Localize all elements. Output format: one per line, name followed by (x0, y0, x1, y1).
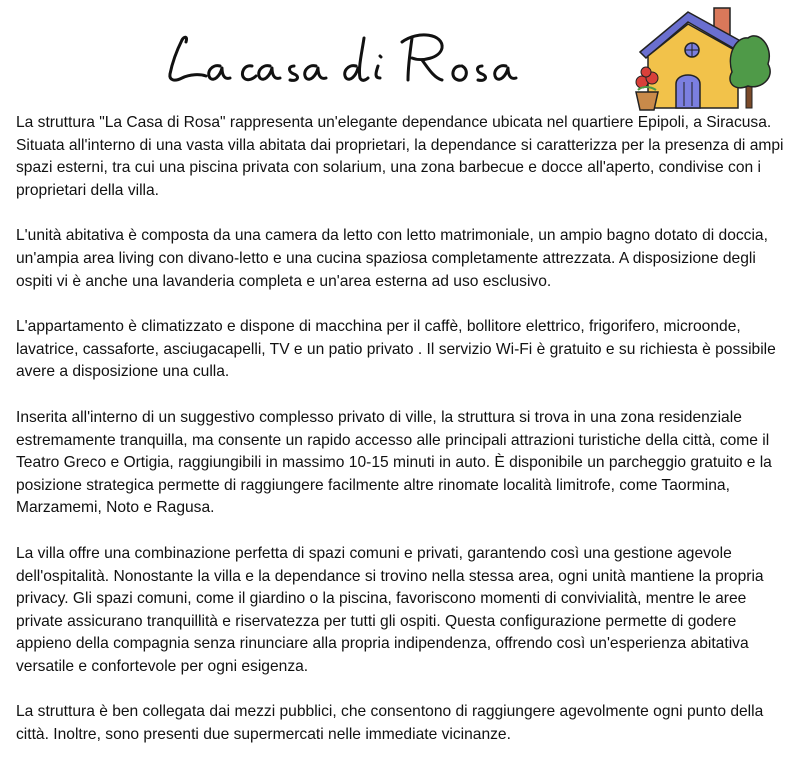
paragraph-intro: La struttura "La Casa di Rosa" rappresenta un'elegante dependance ubicata nel quartiere Epipoli, a Siracusa. Situata all'interno di una vasta villa abitata dai proprietari, la dependance si caratterizza per la presenza di ampi spazi esterni, tra cui una piscina privata con solarium, una zona barbecue e docce all'aperto, condivise con i proprietari della villa. (16, 114, 784, 199)
logo-wordmark (160, 8, 540, 98)
page-header (0, 0, 793, 112)
paragraph-unit: L'unità abitativa è composta da una camera da letto con letto matrimoniale, un ampio bagno dotato di doccia, un'ampia area living con divano-letto e una cucina spaziosa completamente attrezzata. A disposizione degli ospiti vi è anche una lavanderia completa e un'area esterna ad uso esclusivo. (16, 227, 768, 290)
house-illustration-icon (634, 2, 774, 114)
paragraph-location: Inserita all'interno di un suggestivo complesso privato di ville, la struttura si trova in una zona residenziale estremamente tranquilla, ma consente un rapido accesso alle principali attrazioni turistiche della città, come il Teatro Greco e Ortigia, raggiungibili in massimo 10-15 minuti in auto. È disponibile un parcheggio gratuito e la posizione strategica permette di raggiungere facilmente altre rinomate località limitrofe, come Taormina, Marzamemi, Noto e Ragusa. (16, 408, 772, 517)
paragraph-amenities: L'appartamento è climatizzato e dispone di macchina per il caffè, bollitore elettrico, frigorifero, microonde, lavatrice, cassaforte, asciugacapelli, TV e un patio privato . Il servizio Wi-Fi è gratuito e su richiesta è possibile avere a disposizione una culla. (16, 318, 776, 381)
description-text (16, 112, 788, 747)
paragraph-spaces: La villa offre una combinazione perfetta di spazi comuni e privati, garantendo così una gestione agevole dell'ospitalità. Nonostante la villa e la dependance si trovino nella stessa area, ogni unità mantiene la propria privacy. Gli spazi comuni, come il giardino o la piscina, favoriscono momenti di convivialità, mentre le aree private assicurano tranquillità e riservatezza per tutti gli ospiti. Questa configurazione permette di godere appieno della compagnia senza rinunciare alla propria indipendenza, offrendo così un'esperienza abitativa versatile e confortevole per ogni esigenza. (16, 544, 764, 675)
paragraph-transport: La struttura è ben collegata dai mezzi pubblici, che consentono di raggiungere agevolmente ogni punto della città. Inoltre, sono presenti due supermercati nelle immediate vicinanze. (16, 703, 764, 744)
